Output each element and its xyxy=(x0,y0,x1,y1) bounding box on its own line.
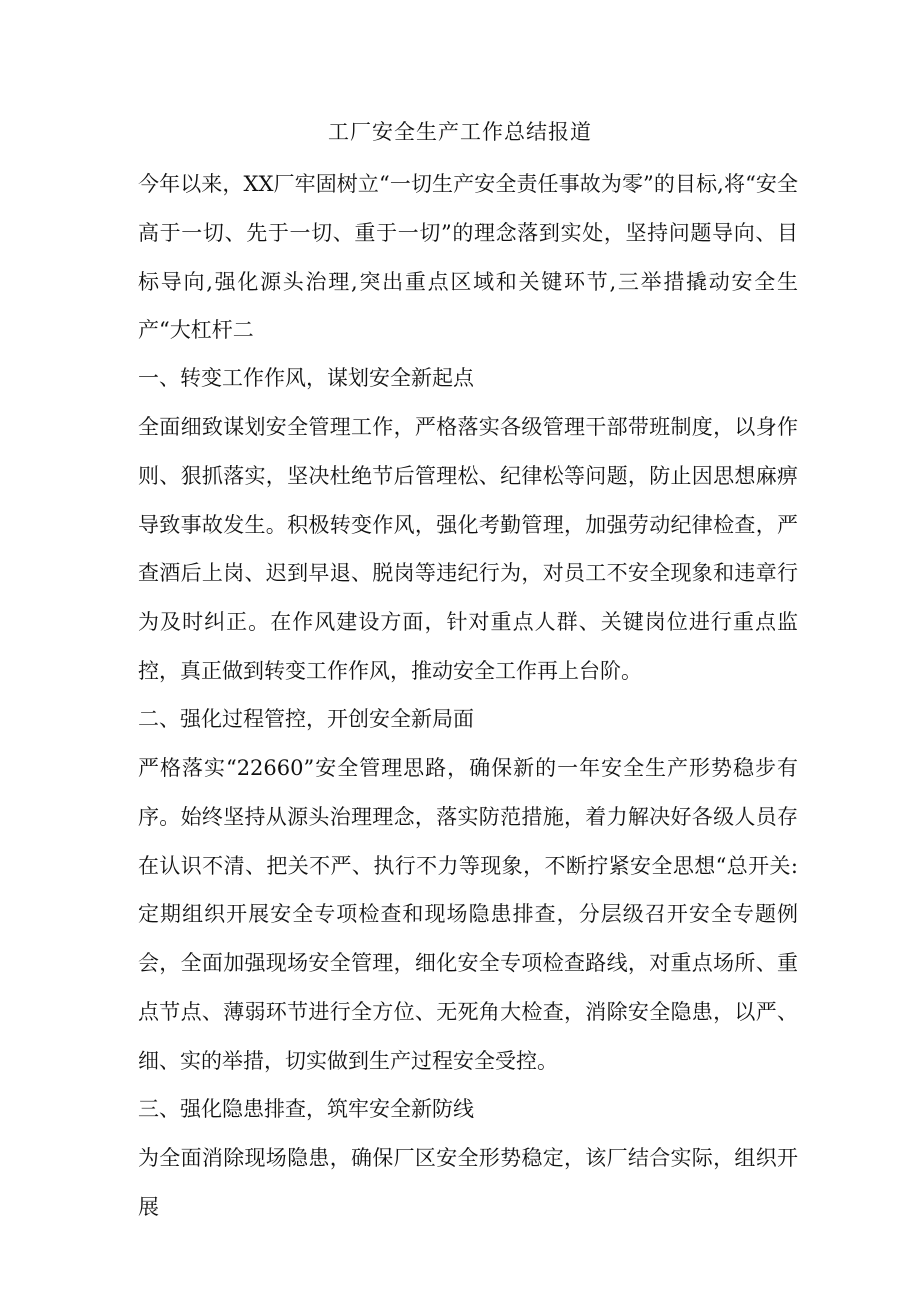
section-1-paragraph: 全面细致谋划安全管理工作，严格落实各级管理干部带班制度，以身作则、狠抓落实，坚决杜绝节后管理松、纪律松等问题，防止因思想麻痹导致事故发生。积极转变作风，强化考勤管理，加强劳动纪律检查，严查酒后上岗、迟到早退、脱岗等违纪行为，对员工不安全现象和违章行为及时纠正。在作风建设方面，针对重点人群、关键岗位进行重点监控，真正做到转变工作作风，推动安全工作再上台阶。 xyxy=(138,415,798,683)
section-2-heading: 二、强化过程管控，开创安全新局面 xyxy=(138,707,474,731)
document-title: 工厂安全生产工作总结报道 xyxy=(328,120,592,144)
section-2-paragraph: 严格落实“22660”安全管理思路，确保新的一年安全生产形势稳步有序。始终坚持从源头治理理念，落实防范措施，着力解决好各级人员存在认识不清、把关不严、执行不力等现象，不断拧紧安全思想“总开关:定期组织开展安全专项检查和现场隐患排查，分层级召开安全专题例会，全面加强现场安全管理，细化安全专项检查路线，对重点场所、重点节点、薄弱环节进行全方位、无死角大检查，消除安全隐患，以严、细、实的举措，切实做到生产过程安全受控。 xyxy=(138,756,798,1073)
intro-paragraph: 今年以来，XX厂牢固树立“一切生产安全责任事故为零”的目标,将“安全高于一切、先于一切、重于一切”的理念落到实处，坚持问题导向、目标导向,强化源头治理,突出重点区域和关键环节,三举措撬动安全生产“大杠杆二 xyxy=(138,172,798,343)
section-3-paragraph: 为全面消除现场隐患，确保厂区安全形势稳定，该厂结合实际，组织开展 xyxy=(138,1146,798,1219)
section-3-heading: 三、强化隐患排查，筑牢安全新防线 xyxy=(138,1097,474,1121)
section-1-heading: 一、转变工作作风，谋划安全新起点 xyxy=(138,366,474,390)
